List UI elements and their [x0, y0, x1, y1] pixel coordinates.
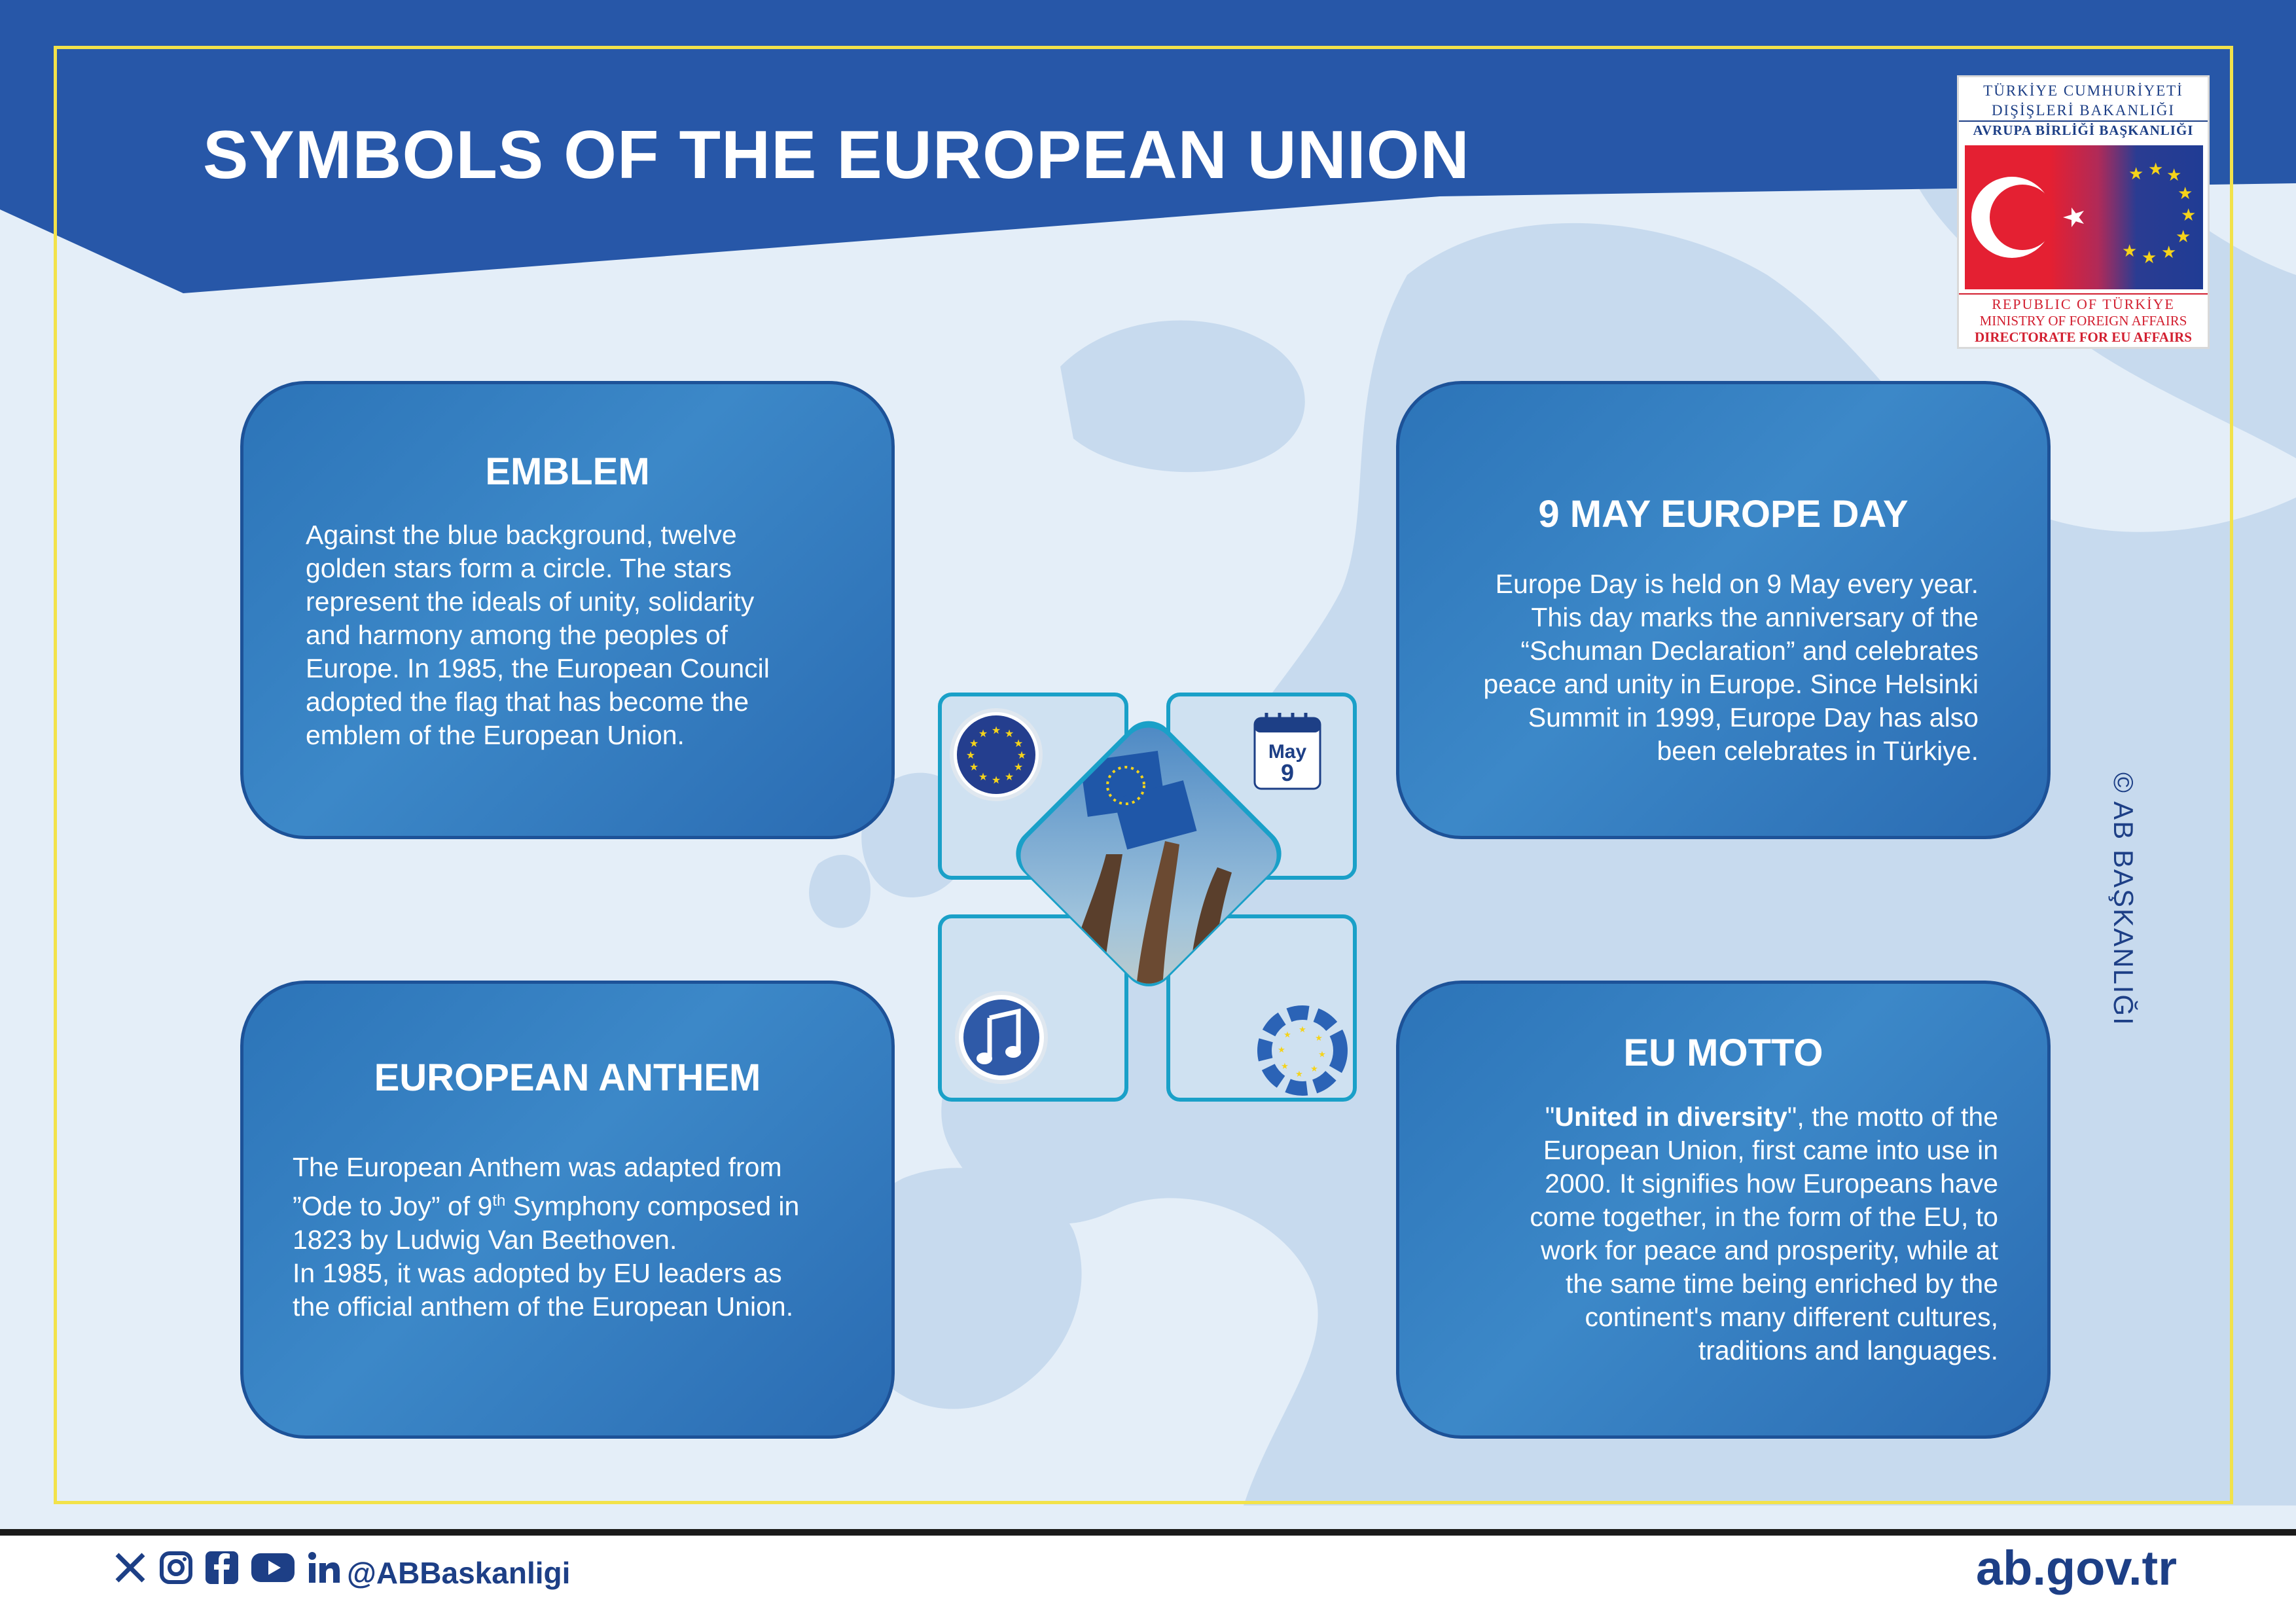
emblem-card [240, 381, 895, 839]
svg-text:★: ★ [2181, 206, 2197, 225]
social-icons [113, 1550, 342, 1585]
footer-bar [0, 1529, 2296, 1622]
motto-text [1530, 1100, 1998, 1367]
svg-text:★: ★ [1004, 770, 1014, 783]
svg-text:★: ★ [1278, 1045, 1285, 1055]
svg-text:★: ★ [2142, 248, 2157, 268]
europe-day-heading: 9 MAY EUROPE DAY [1538, 493, 1909, 535]
motto-card [1396, 981, 2051, 1439]
svg-text:★: ★ [1315, 1034, 1323, 1043]
motto-bold: United in diversity [1554, 1102, 1787, 1132]
motto-quote-open: " [1545, 1102, 1555, 1132]
anthem-text-line2b: Symphony composed in [505, 1191, 800, 1221]
svg-text:★: ★ [1013, 737, 1024, 749]
motto-after: ", the motto of the [1787, 1102, 1998, 1132]
motto-text-rest: European Union, first came into use in 2000. It signifies how Europeans have come together, in the form of the EU, to work for peace and prosperity, while at the same time being enriched by the continent's many different cultures, traditions and languages. [1530, 1135, 1998, 1365]
europe-day-text: Europe Day is held on 9 May every year. This day marks the anniversary of the “Schuman Declaration” and celebrates peace and unity in Europe. Since Helsinki Summit in 1999, Europe Day has also been celebrates in Türkiye. [1483, 569, 1979, 766]
svg-text:★: ★ [969, 761, 979, 773]
logo-text-tr-3: AVRUPA BİRLİĞİ BAŞKANLIĞI [1959, 120, 2208, 139]
svg-text:★: ★ [991, 724, 1001, 736]
svg-text:★: ★ [1299, 1025, 1306, 1035]
svg-text:★: ★ [991, 774, 1001, 786]
svg-text:★: ★ [2122, 242, 2138, 261]
svg-text:★: ★ [1016, 749, 1027, 761]
svg-text:★: ★ [1283, 1030, 1291, 1040]
anthem-text [293, 1151, 799, 1324]
music-note-icon [957, 993, 1046, 1082]
ministry-logo [1957, 75, 2210, 349]
europe-day-card [1396, 381, 2051, 839]
svg-text:★: ★ [965, 749, 976, 761]
anthem-text-line2a: ”Ode to Joy” of 9 [293, 1191, 493, 1221]
anthem-text-line2 [293, 1184, 799, 1223]
anthem-card [240, 981, 895, 1439]
svg-text:★: ★ [1281, 1062, 1289, 1072]
logo-text-en-3: DIRECTORATE FOR EU AFFAIRS [1975, 329, 2192, 345]
motto-heading: EU MOTTO [1623, 1032, 1823, 1074]
copyright-text: © AB BAŞKANLIĞI [2108, 772, 2139, 1026]
turkey-eu-emblem-icon [1965, 145, 2203, 289]
central-collage [936, 691, 1361, 1103]
anthem-heading: EUROPEAN ANTHEM [374, 1056, 761, 1099]
facebook-icon[interactable] [204, 1550, 240, 1585]
svg-text:★: ★ [2128, 164, 2144, 184]
eu-flag-icon [952, 710, 1041, 799]
website-link[interactable]: ab.gov.tr [1976, 1541, 2177, 1595]
svg-text:★: ★ [2166, 166, 2182, 185]
anthem-text-sup: th [492, 1192, 506, 1210]
logo-text-en-2: MINISTRY OF FOREIGN AFFAIRS [1979, 313, 2187, 329]
calendar-month: May [1268, 741, 1307, 763]
svg-text:★: ★ [2148, 160, 2164, 179]
logo-flag [1965, 145, 2203, 289]
emblem-text: Against the blue background, twelve golden stars form a circle. The stars represent the ideals of unity, solidarity and harmony among the peoples of Europe. In 1985, the European Council adopted the flag that has become the emblem of the European Union. [306, 520, 770, 750]
logo-text-tr-2: DIŞİŞLERİ BAKANLIĞI [1991, 102, 2176, 118]
svg-text:★: ★ [978, 770, 988, 783]
motto-text-line1 [1530, 1100, 1998, 1134]
svg-text:★: ★ [2178, 184, 2193, 204]
svg-text:★: ★ [1310, 1064, 1318, 1074]
svg-text:★: ★ [978, 727, 988, 740]
x-icon[interactable] [113, 1550, 148, 1585]
logo-text-en-1: REPUBLIC OF TÜRKİYE [1959, 293, 2208, 313]
svg-text:★: ★ [1295, 1070, 1303, 1079]
logo-text-tr-1: TÜRKİYE CUMHURİYETİ [1983, 82, 2183, 99]
svg-text:★: ★ [1013, 761, 1024, 773]
calendar-day: 9 [1280, 759, 1295, 786]
page-title: SYMBOLS OF THE EUROPEAN UNION [203, 117, 1470, 193]
youtube-icon[interactable] [250, 1550, 296, 1585]
svg-text:★: ★ [1004, 727, 1014, 740]
svg-text:★: ★ [2161, 243, 2177, 262]
anthem-text-line1: The European Anthem was adapted from [293, 1152, 782, 1182]
linkedin-icon[interactable] [306, 1550, 342, 1585]
svg-text:★: ★ [1318, 1050, 1326, 1060]
instagram-icon[interactable] [158, 1550, 194, 1585]
emblem-heading: EMBLEM [485, 450, 650, 493]
svg-text:★: ★ [969, 737, 979, 749]
anthem-text-rest: 1823 by Ludwig Van Beethoven. In 1985, it was adopted by EU leaders as the official anthem of the European Union. [293, 1224, 794, 1322]
svg-text:★: ★ [2176, 227, 2191, 247]
social-handle[interactable]: @ABBaskanligi [347, 1556, 571, 1590]
